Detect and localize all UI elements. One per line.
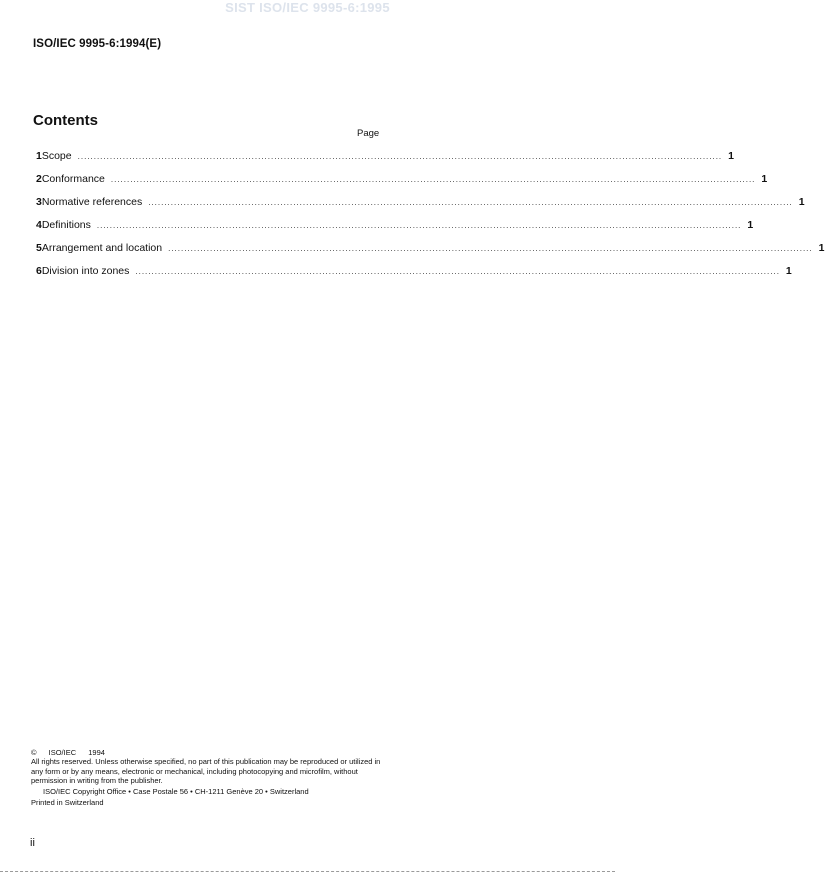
toc-entry-division-into-zones[interactable]: [33, 265, 792, 288]
document-identifier: ISO/IEC 9995-6:1994(E): [33, 38, 162, 50]
toc-entry-number: 2: [36, 173, 42, 185]
toc-entry-page: 1: [785, 265, 792, 277]
toc-entry-normative-references[interactable]: [33, 196, 805, 219]
toc-entry-arrangement-and-location[interactable]: [33, 242, 825, 265]
toc-entry-scope[interactable]: [33, 150, 734, 173]
dot-leader: ........................................................................................................................................................................................................: [110, 175, 756, 184]
page-number: ii: [30, 837, 35, 849]
copyright-symbol: ©: [31, 748, 37, 757]
dot-leader: ........................................................................................................................................................................................................: [168, 244, 813, 253]
dot-leader: ........................................................................................................................................................................................................: [96, 221, 742, 230]
toc-entry-number: 4: [36, 219, 42, 231]
printed-in: Printed in Switzerland: [31, 798, 104, 808]
toc-entry-title: Scope: [41, 150, 72, 162]
dot-leader: ........................................................................................................................................................................................................: [77, 152, 723, 161]
toc-entry-title: Normative references: [41, 196, 143, 208]
rights-statement: All rights reserved. Unless otherwise specified, no part of this publication may be reproduced or utilized in any form or by any means, electronic or mechanical, including photocopying and microfilm, without permission in writing from the publisher.: [31, 757, 381, 786]
toc-entry-page: 1: [818, 242, 825, 254]
toc-entry-title: Arrangement and location: [41, 242, 163, 254]
toc-entry-page: 1: [798, 196, 805, 208]
bottom-divider: [0, 871, 615, 872]
page-column-label: Page: [357, 128, 380, 139]
table-of-contents: [33, 150, 825, 288]
copyright-year: 1994: [88, 748, 105, 757]
copyright-line: [31, 748, 383, 757]
copyright-owner: ISO/IEC: [48, 748, 77, 757]
toc-entry-number: 3: [36, 196, 42, 208]
toc-entry-conformance[interactable]: [33, 173, 768, 196]
toc-entry-number: 6: [36, 265, 42, 277]
toc-entry-page: 1: [747, 219, 754, 231]
toc-entry-number: 5: [36, 242, 42, 254]
dot-leader: ........................................................................................................................................................................................................: [135, 267, 780, 276]
toc-entry-definitions[interactable]: [33, 219, 754, 242]
contents-heading: Contents: [33, 112, 98, 129]
toc-entry-page: 1: [728, 150, 734, 162]
toc-entry-number: 1: [36, 150, 42, 162]
toc-entry-page: 1: [761, 173, 768, 185]
dot-leader: ........................................................................................................................................................................................................: [148, 198, 793, 207]
toc-entry-title: Division into zones: [41, 265, 130, 277]
toc-entry-title: Definitions: [41, 219, 91, 231]
copyright-notice: [31, 748, 383, 807]
toc-entry-title: Conformance: [41, 173, 105, 185]
copyright-office-address: ISO/IEC Copyright Office • Case Postale 56 • CH-1211 Genève 20 • Switzerland: [43, 786, 309, 796]
watermark: SIST ISO/IEC 9995-6:1995: [225, 0, 390, 15]
